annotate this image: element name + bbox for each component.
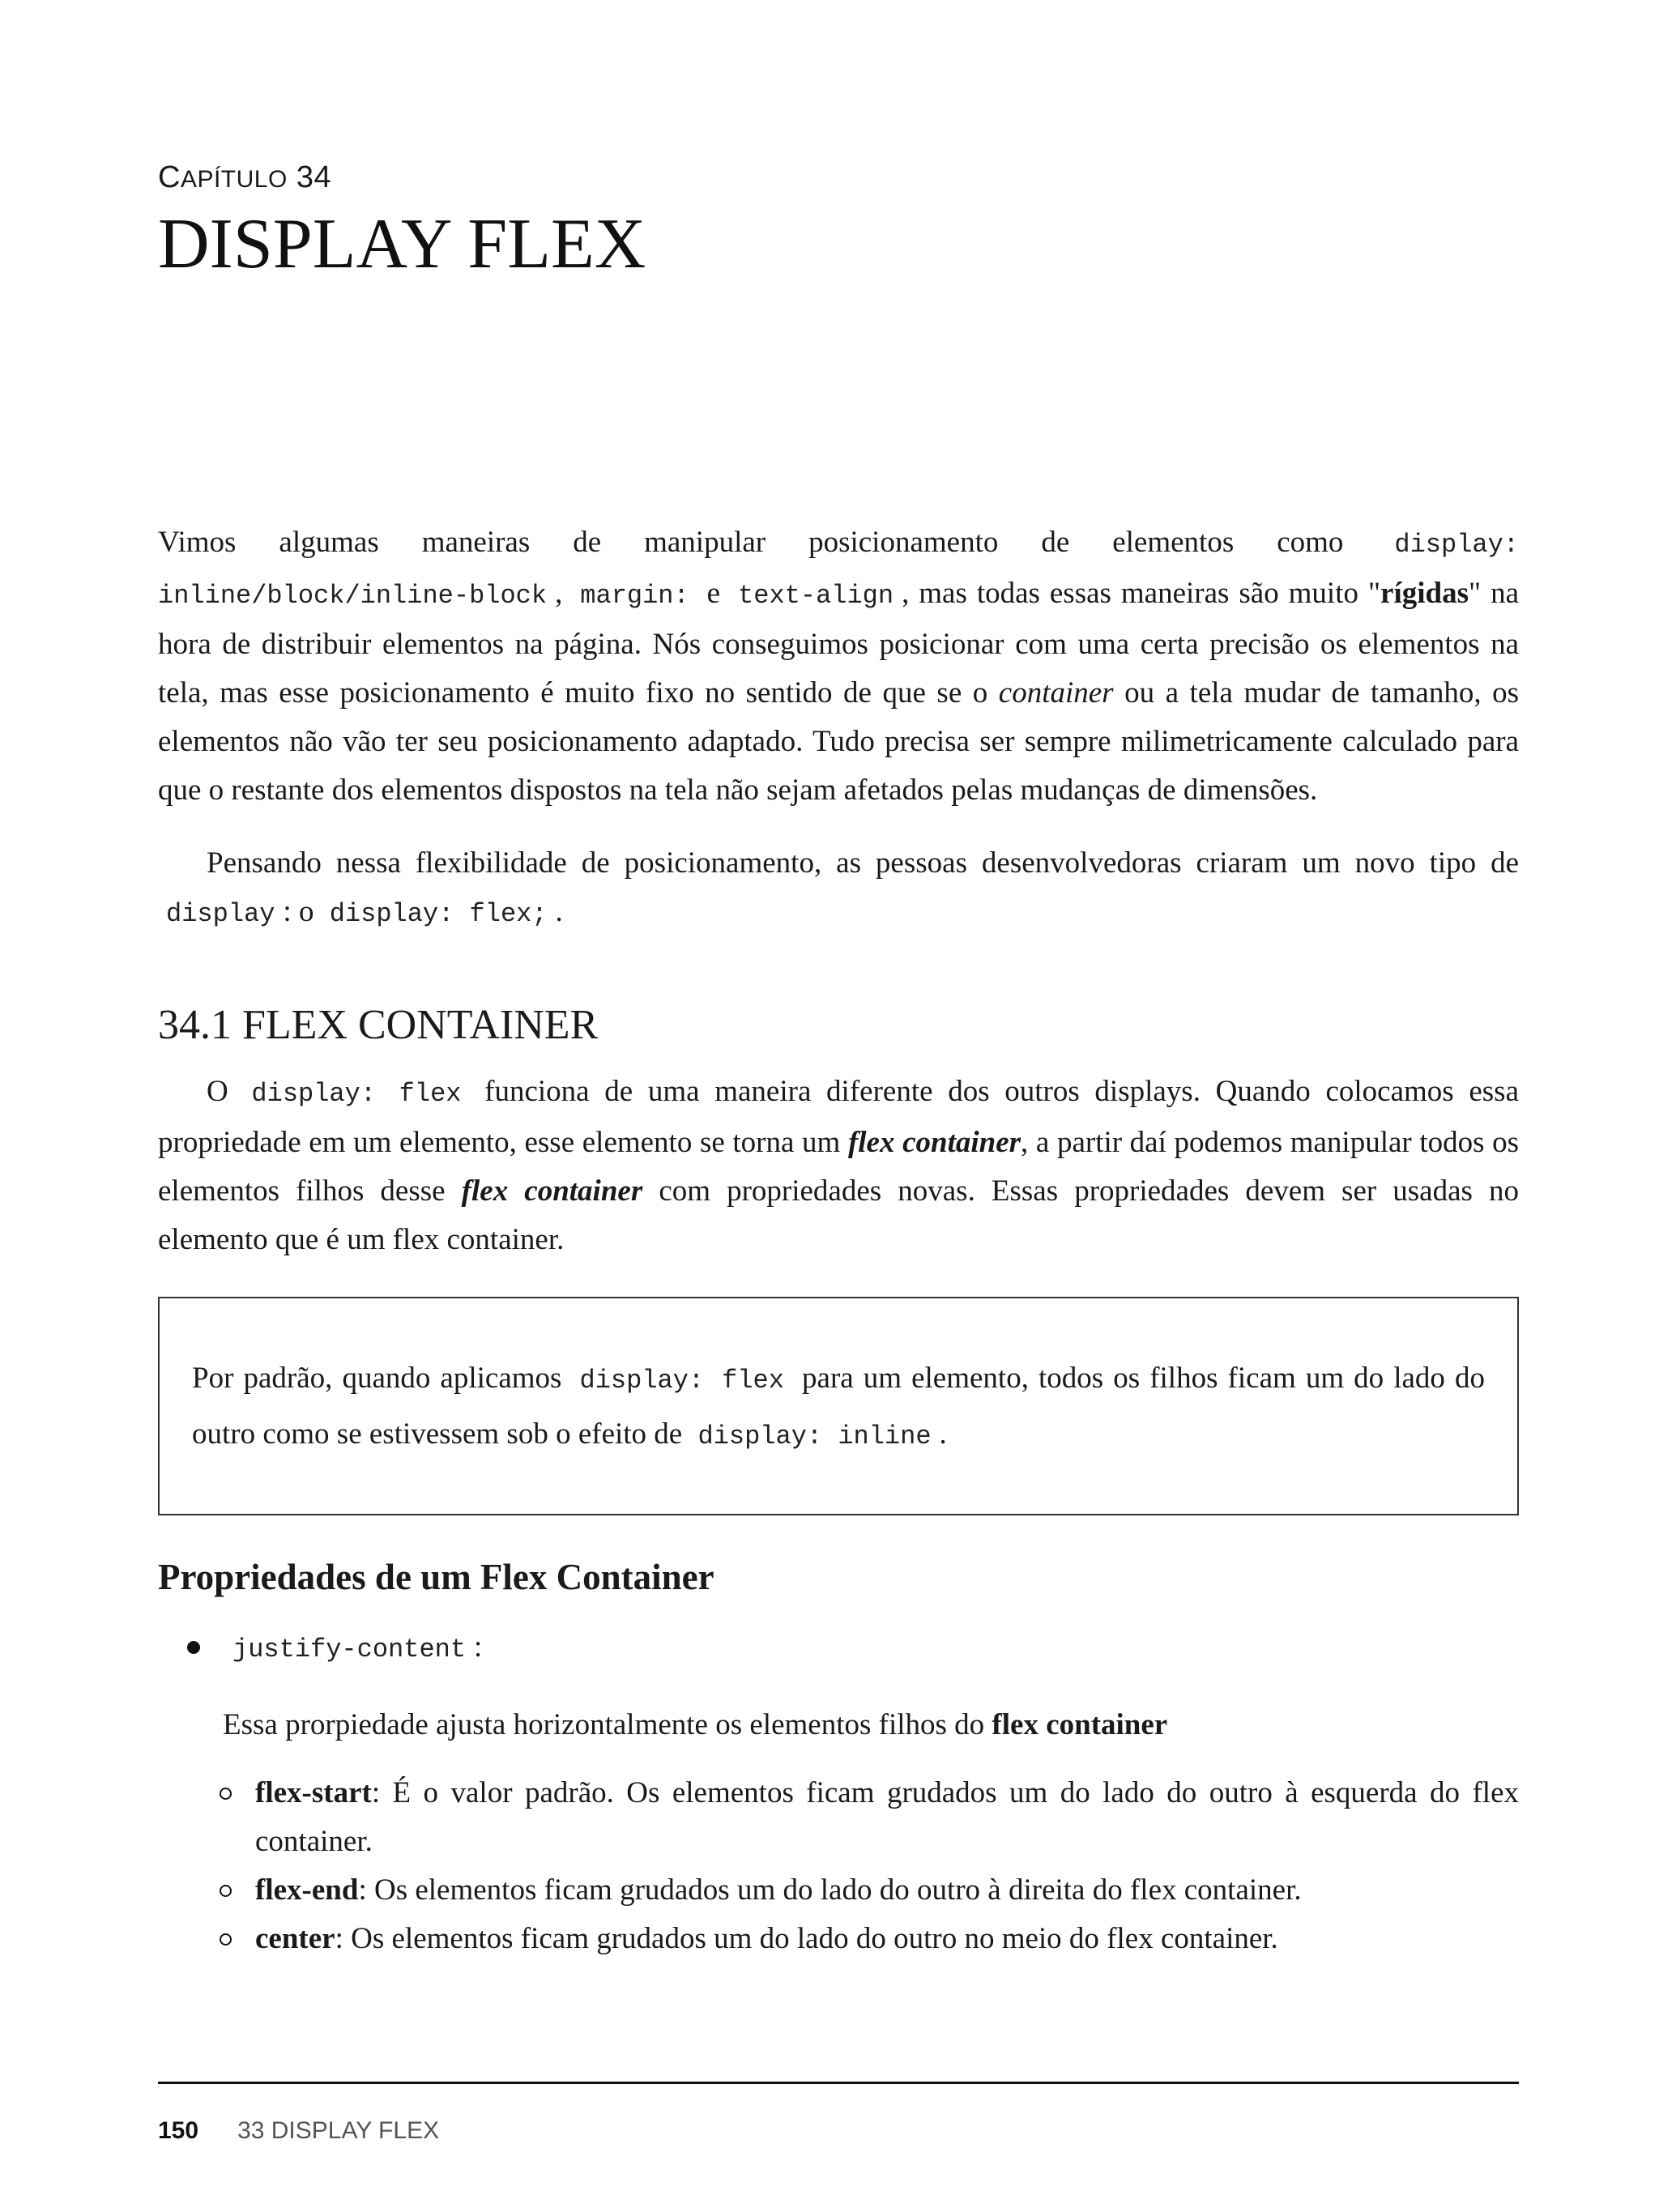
circle-bullet-icon	[220, 1885, 232, 1897]
note-text: Por padrão, quando aplicamos display: flex para um elemento, todos os filhos ficam um do lado do outro como se estivessem sob o efeito de display: inline .	[192, 1362, 1485, 1452]
list-item: flex-start: É o valor padrão. Os elementos ficam grudados um do lado do outro à esquerda do flex container.	[255, 1769, 1519, 1866]
justify-content-values	[158, 1769, 1519, 1963]
emphasis-rigidas: rígidas	[1380, 577, 1469, 610]
code-margin: margin:	[580, 581, 689, 611]
intro-paragraph-1: Vimos algumas maneiras de manipular posicionamento de elementos como display: inline/block/inline-block , margin: e text-align , mas todas essas maneiras são muito "rígidas" na hora de distribuir elementos na página. Nós conseguimos posicionar com uma certa precisão os elementos na tela, mas esse posicionamento é muito fixo no sentido de que se o container ou a tela mudar de tamanho, os elementos não vão ter seu posicionamento adaptado. Tudo precisa ser sempre milimetricamente calculado para que o restante dos elementos dispostos na tela não sejam afetados pelas mudanças de dimensões.	[158, 526, 1520, 807]
bullet-dot-icon	[187, 1641, 200, 1654]
footer-divider	[158, 2082, 1519, 2084]
code-display-flex-inline: display: flex	[251, 1079, 462, 1110]
intro-paragraph-2: Pensando nessa flexibilidade de posicionamento, as pessoas desenvolvedoras criaram um novo tipo de display : o display: flex; .	[158, 839, 1519, 939]
justify-content-description: Essa prorpiedade ajusta horizontalmente os elementos filhos do flex container	[223, 1707, 1168, 1741]
note-box	[158, 1297, 1519, 1515]
chapter-body	[158, 518, 1519, 1963]
section-paragraph: O display: flex funciona de uma maneira diferente dos outros displays. Quando colocamos essa propriedade em um elemento, esse elemento se torna um flex container, a partir daí podemos manipular todos os elementos filhos desse flex container com propriedades novas. Essas propriedades devem ser usadas no elemento que é um flex container.	[158, 1075, 1520, 1257]
circle-bullet-icon	[220, 1788, 232, 1800]
bullet-justify-content: justify-content :	[158, 1627, 1519, 1670]
code-justify-content: justify-content	[232, 1634, 467, 1664]
document-page	[158, 0, 1519, 2212]
code-text-align: text-align	[738, 581, 894, 611]
list-item: flex-end: Os elementos ficam grudados um do lado do outro à direita do flex container.	[255, 1866, 1519, 1915]
chapter-number: 34	[296, 160, 332, 194]
section-heading: 34.1 FLEX CONTAINER	[158, 1002, 599, 1048]
emphasis-flex-container-2: flex container	[461, 1174, 643, 1208]
properties-heading: Propriedades de um Flex Container	[158, 1557, 714, 1598]
emphasis-flex-container-1: flex container	[847, 1126, 1021, 1160]
chapter-label: CAPÍTULO 34	[158, 160, 332, 194]
code-display: display	[166, 899, 275, 929]
emphasis-container: container	[998, 676, 1114, 710]
circle-bullet-icon	[220, 1933, 232, 1946]
code-display-flex-note: display: flex	[579, 1366, 784, 1396]
code-display-values: display: inline/block/inline-block	[158, 530, 1519, 611]
chapter-title: DISPLAY FLEX	[158, 205, 646, 283]
page-footer	[158, 2117, 439, 2145]
running-title: 33 DISPLAY FLEX	[237, 2117, 440, 2144]
list-item: center: Os elementos ficam grudados um do lado do outro no meio do flex container.	[255, 1915, 1519, 1963]
code-display-flex: display: flex;	[329, 899, 548, 929]
code-display-inline: display: inline	[697, 1421, 932, 1452]
page-number: 150	[158, 2117, 199, 2144]
